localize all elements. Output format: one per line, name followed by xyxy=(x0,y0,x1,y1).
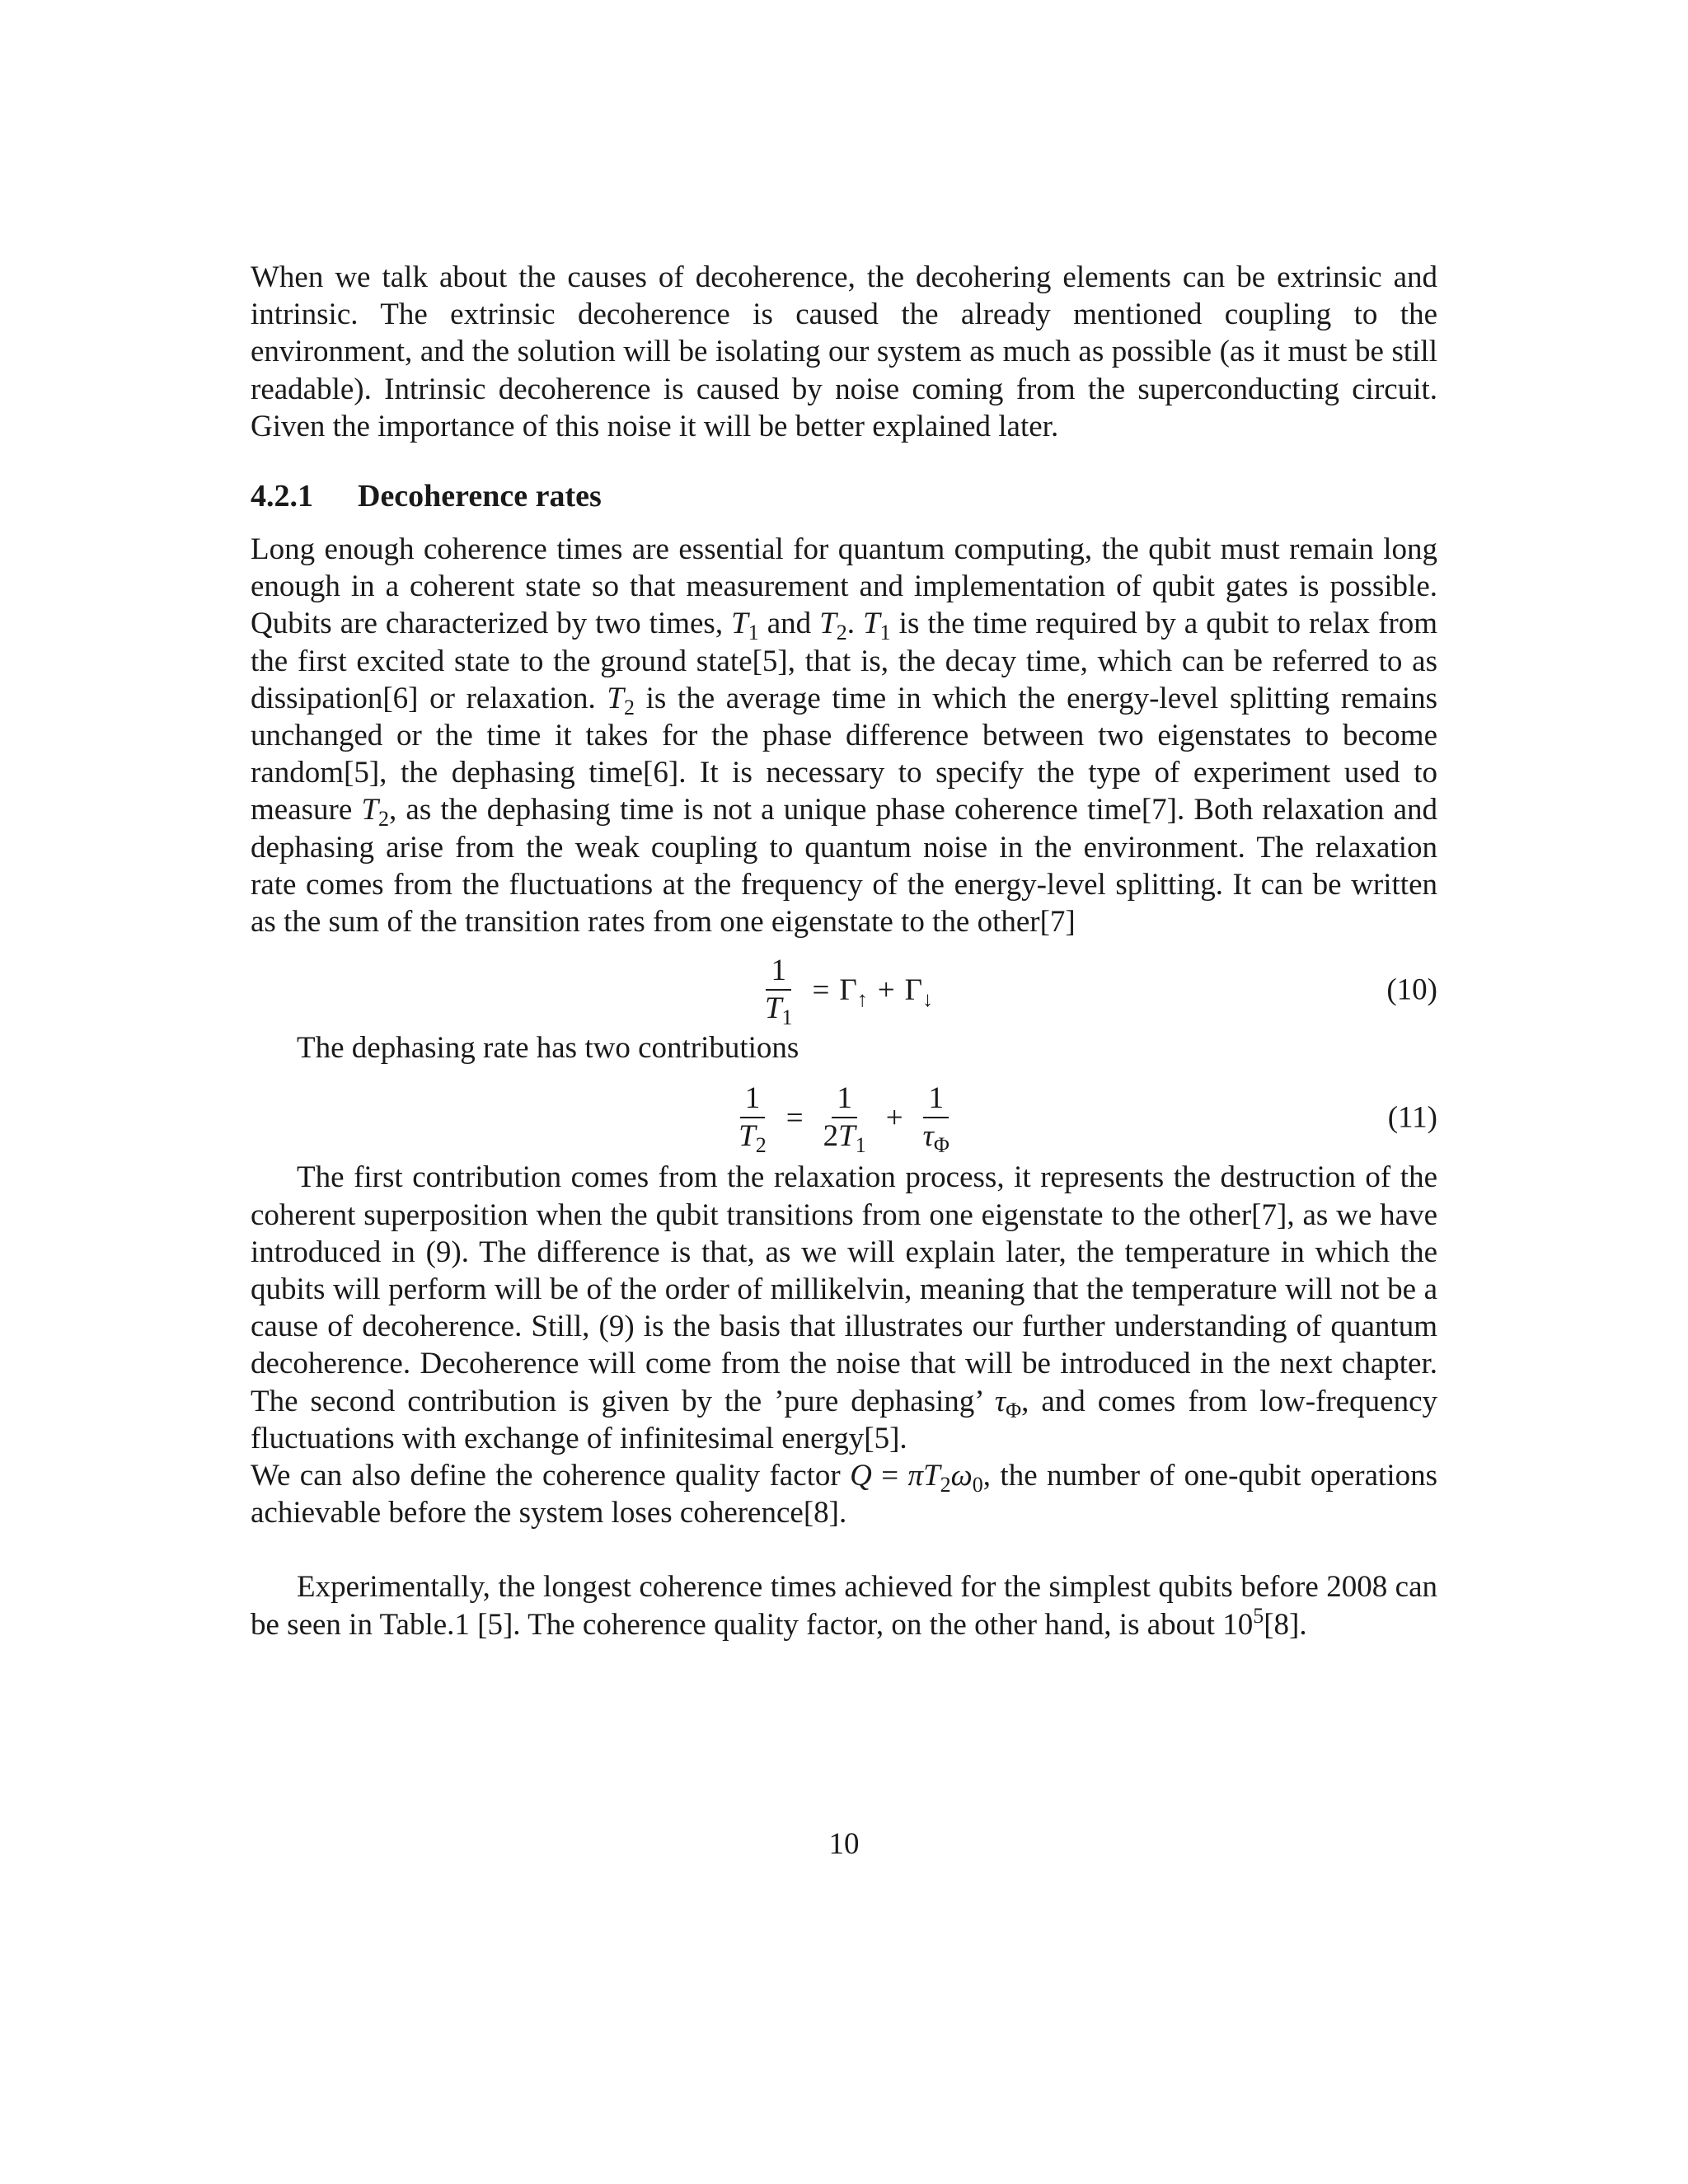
text-run: Experimentally, the longest coherence times achieved for the simplest qubits before 2008 can be seen in Table.1 [5]. The coherence quality factor, on the other hand, is about xyxy=(251,1570,1437,1642)
paragraph-dephasing-intro: The dephasing rate has two contributions xyxy=(297,1031,799,1066)
page-body xyxy=(251,259,1437,1643)
paragraph-intro: When we talk about the causes of decoherence, the decohering elements can be extrinsic and intrinsic. The extrinsic decoherence is caused the already mentioned coupling to the environment, and the solution will be isolating our system as much as possible (as it must be still readable). Intrinsic decoherence is caused by noise coming from the superconducting circuit. Given the importance of this noise it will be better explained later. xyxy=(251,260,1437,443)
text-run: and xyxy=(758,607,820,641)
equation-11-number: (11) xyxy=(1387,1100,1437,1135)
text-run: Long enough coherence times are essential for quantum computing, the qubit must remain long enough in a coherent state so that measurement and implementation of qubit gates is possible. Qubits are characterized by two times, xyxy=(251,532,1437,641)
section-title: Decoherence rates xyxy=(358,479,602,514)
equation-10 xyxy=(251,950,1437,1029)
text-run: is the average time in which the energy-level splitting remains unchanged or the time it takes for the phase difference between two eigenstates to become random[5], the dephasing time[6]. It is necessary to specify the type of experiment used to measure xyxy=(251,681,1438,827)
section-heading xyxy=(251,476,1437,516)
text-run: , the number of one-qubit operations achievable before the system loses coherence[8]. xyxy=(251,1459,1437,1530)
text-run: is the time required by a qubit to relax from the first excited state to the ground state[5], that is, the decay time, which can be referred to as dissipation[6] or relaxation. xyxy=(251,607,1438,715)
paragraph-contributions: The first contribution comes from the relaxation process, it represents the destruction of the coherent superposition when the qubit transitions from one eigenstate to the other[7], as we have introduced in (9). The difference is that, as we will explain later, the temperature in which the qubits will perform will be of the order of millikelvin, meaning that the temperature will not be a cause of decoherence. Still, (9) is the basis that illustrates our further understanding of quantum decoherence. Decoherence will come from the noise that will be introduced in the next chapter. The second contribution is given by the ’pure dephasing’ $\tau_\Phi$, and comes from low-frequency fluctuations with exchange of infinitesimal energy[5]. xyxy=(251,1160,1437,1455)
text-run: . xyxy=(846,607,864,641)
section-number: 4.2.1 xyxy=(251,479,313,514)
paragraph-quality-factor: We can also define the coherence quality factor $Q = \pi T_2\omega_0$, the number of one-qubit operations achievable before the system loses coherence[8]. xyxy=(251,1459,1437,1530)
equation-10-math: $\frac{1}{T_1}$ = $\Gamma_↑$ + $\Gamma_↓$ xyxy=(764,954,934,1030)
text-run: The first contribution comes from the relaxation process, it represents the destruction of the coherent superposition when the qubit transitions from one eigenstate to the other[7], as we have introduced in (9). The difference is that, as we will explain later, the temperature in which the qubits will perform will be of the order of millikelvin, meaning that the temperature will not be a cause of decoherence. Still, (9) is the basis that illustrates our further understanding of quantum decoherence. Decoherence will come from the noise that will be introduced in the next chapter. The second contribution is given by the ’pure dephasing’ xyxy=(251,1160,1437,1418)
equation-10-number: (10) xyxy=(1386,972,1437,1007)
text-run: , as the dephasing time is not a unique phase coherence time[7]. Both relaxation and dephasing arise from the weak coupling to quantum noise in the environment. The relaxation rate comes from the fluctuations at the frequency of the energy-level splitting. It can be written as the sum of the transition rates from one eigenstate to the other[7] xyxy=(251,793,1437,940)
text-run: , and comes from low-frequency fluctuations with exchange of infinitesimal energy[5]. xyxy=(251,1384,1437,1455)
page-number: 10 xyxy=(828,1827,860,1861)
equation-11-math: $\frac{1}{T_2}$ = $\frac{1}{2T_1}$ + $\frac{1}{\tau_\Phi}$ xyxy=(738,1081,950,1158)
text-run: We can also define the coherence quality factor xyxy=(251,1459,851,1493)
equation-11 xyxy=(251,1076,1437,1159)
paragraph-decoherence-rates: Long enough coherence times are essential for quantum computing, the qubit must remain long enough in a coherent state so that measurement and implementation of qubit gates is possible. Qubits are characterized by two times, $T_1$ and $T_2$. $T_1$ is the time required by a qubit to relax from the first excited state to the ground state[5], that is, the decay time, which can be referred to as dissipation[6] or relaxation. $T_2$ is the average time in which the energy-level splitting remains unchanged or the time it takes for the phase difference between two eigenstates to become random[5], the dephasing time[6]. It is necessary to specify the type of experiment used to measure $T_2$, as the dephasing time is not a unique phase coherence time[7]. Both relaxation and dephasing arise from the weak coupling to quantum noise in the environment. The relaxation rate comes from the fluctuations at the frequency of the energy-level splitting. It can be written as the sum of the transition rates from one eigenstate to the other[7] xyxy=(251,532,1438,940)
text-run: [8]. xyxy=(1264,1607,1307,1642)
paragraph-experimental: Experimentally, the longest coherence times achieved for the simplest qubits before 2008 can be seen in Table.1 [5]. The coherence quality factor, on the other hand, is about $10^5[8]$. xyxy=(251,1570,1437,1642)
